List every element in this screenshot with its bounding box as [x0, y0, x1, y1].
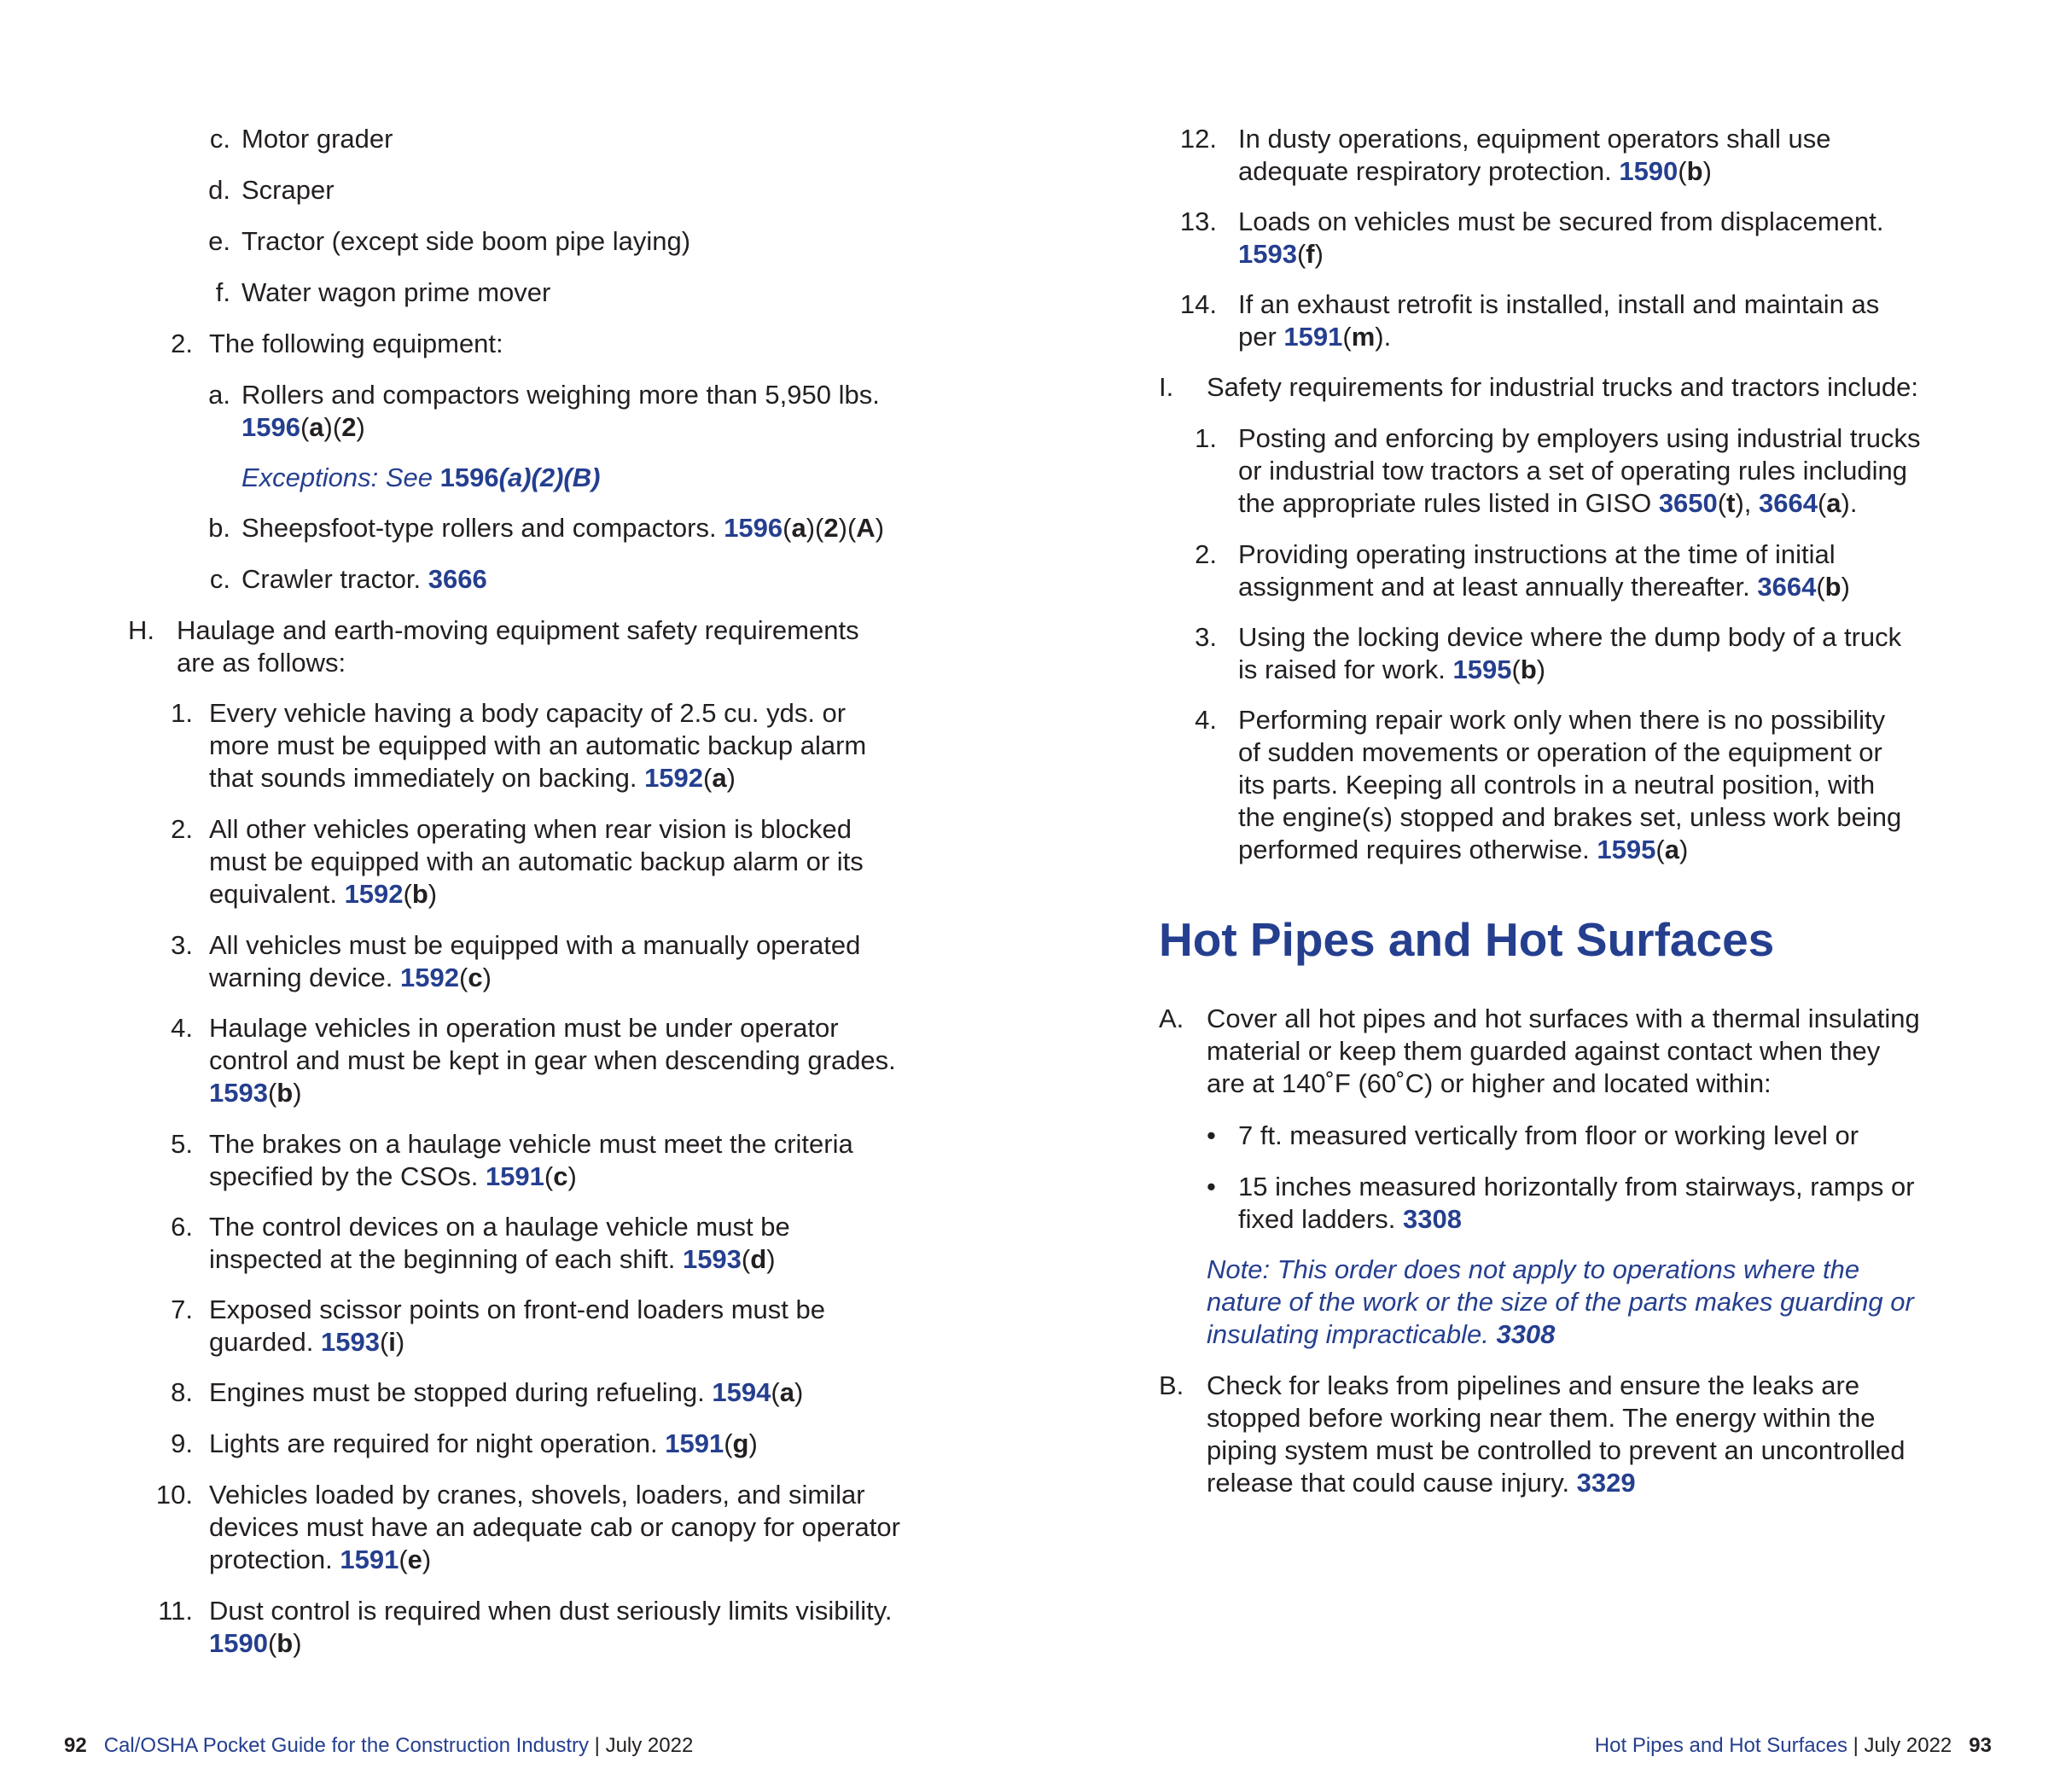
footer-title: Cal/OSHA Pocket Guide for the Construction Industry: [103, 1734, 589, 1757]
regulation-ref: 3666: [428, 564, 487, 594]
regulation-ref: 1592: [344, 879, 404, 909]
regulation-ref: 3308: [1403, 1204, 1462, 1234]
regulation-ref: 1596: [724, 513, 783, 543]
regulation-ref: 1595: [1452, 655, 1512, 684]
left-page: c. Motor grader d. Scraper e. Tractor (except side boom pipe laying) f. Water wagon prime mover 2. The following equipment: a. Rollers and compactors weighing more than 5,950 lbs. 1596(a)(2) Exceptions: See 1596(a)(2)(B) b. Sheepsfoot-type rollers and compactors. 1596(a)(2)(A) c. Crawler tractor. 3666 H. Haulage and earth-moving equipment safety requirements are as follows: 1. Every vehicle having a body capacity of 2.5 cu. yds. or more must be equipped with an automatic backup alarm that sounds immediately on backing. 1592(a) 2. All other vehicles operating when rear vision is blocked must be equipped with an automatic backup alarm or its equivalent. 1592(b) 3. All vehicles must be equipped with a manually operated warning device. 1592(c) 4. Haulage vehicles in operation must be under operator control and must be kept in gear when descending grades. 1593(b) 5. The brakes on a haulage vehicle must meet the criteria specified by the CSOs. 1591(c) 6. The control devices on a haulage vehicle must be inspected at the beginning of each shift. 1593(d) 7. Exposed scissor points on front-end loaders must be guarded. 1593(i) 8. Engines must be stopped during refueling. 1594(a) 9. Lights are required for night operation. 1591(g) 10. Vehicles loaded by cranes, shovels, loaders, and similar devices must have an adequate cab or canopy for operator protection. 1591(e) 11. Dust control is required when dust seriously limits visibility. 1590(b) 92 Cal/OSHA Pocket Guide for the Construction Industry | July 2022: [0, 0, 1024, 1792]
regulation-ref: 1592: [644, 763, 704, 793]
regulation-ref: 1591: [485, 1161, 544, 1191]
page-number: 92: [64, 1734, 87, 1757]
regulation-ref: 3664: [1759, 488, 1818, 518]
regulation-ref: 1591: [340, 1545, 399, 1574]
page-number: 93: [1969, 1734, 1992, 1757]
footer-title: Hot Pipes and Hot Surfaces: [1594, 1734, 1847, 1757]
regulation-ref: 1590: [1619, 156, 1679, 186]
regulation-ref: 3650: [1658, 488, 1718, 518]
footer-right: Hot Pipes and Hot Surfaces | July 2022 93: [1594, 1734, 1992, 1757]
regulation-ref: 1593: [682, 1244, 742, 1274]
exceptions-note: Exceptions: See 1596(a)(2)(B): [241, 463, 601, 492]
regulation-ref: 1591: [1283, 322, 1343, 352]
footer-left: 92 Cal/OSHA Pocket Guide for the Construction Industry | July 2022: [64, 1734, 694, 1757]
regulation-ref: 3664: [1757, 572, 1817, 602]
regulation-ref: 1593: [321, 1327, 380, 1357]
regulation-ref: 1595: [1597, 835, 1656, 864]
regulation-ref: 1593: [1238, 239, 1297, 269]
right-page: 12. In dusty operations, equipment operators shall use adequate respiratory protection. 1590(b) 13. Loads on vehicles must be secured from displacement. 1593(f) 14. If an exhaust retrofit is installed, install and maintain as per 1591(m). I. Safety requirements for industrial trucks and tractors include: 1. Posting and enforcing by employers using industrial trucks or industrial tow tractors a set of operating rules including the appropriate rules listed in GISO 3650(t), 3664(a). 2. Providing operating instructions at the time of initial assignment and at least annually thereafter. 3664(b) 3. Using the locking device where the dump body of a truck is raised for work. 1595(b) 4. Performing repair work only when there is no possibility of sudden movements or operation of the equipment or its parts. Keeping all controls in a neutral position, with the engine(s) stopped and brakes set, unless work being performed requires otherwise. 1595(a) Hot Pipes and Hot Surfaces A. Cover all hot pipes and hot surfaces with a thermal insulating material or keep them guarded against contact when they are at 140˚F (60˚C) or higher and located within: • 7 ft. measured vertically from floor or working level or • 15 inches measured horizontally from stairways, ramps or fixed ladders. 3308 Note: This order does not apply to operations where the nature of the work or the size of the parts makes guarding or insulating impracticable. 3308 B. Check for leaks from pipelines and ensure the leaks are stopped before working near them. The energy within the piping system must be controlled to prevent an uncontrolled release that could cause injury. 3329 Hot Pipes and Hot Surfaces | July 2022 93: [1024, 0, 2048, 1792]
regulation-ref: 1596: [241, 412, 300, 442]
note-text: Note: This order does not apply to operations where the nature of the work or the size of the parts makes guarding or insulating impracticable. 3308: [1207, 1254, 1914, 1349]
regulation-ref: 1592: [400, 963, 459, 992]
regulation-ref: 1593: [209, 1078, 268, 1108]
regulation-ref: 1591: [665, 1428, 724, 1458]
section-heading: Hot Pipes and Hot Surfaces: [1159, 913, 1775, 966]
regulation-ref: 1590: [209, 1628, 268, 1658]
regulation-ref: 1594: [712, 1377, 771, 1407]
regulation-ref: 3329: [1576, 1468, 1636, 1498]
